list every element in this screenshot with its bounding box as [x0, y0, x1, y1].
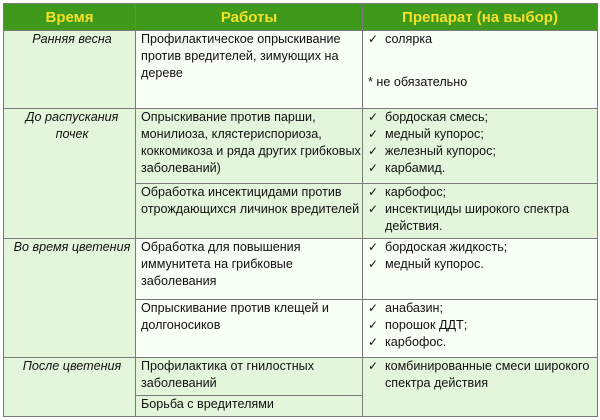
- list-item: ✓ карбамид.: [368, 160, 446, 175]
- check-icon: ✓: [368, 126, 379, 141]
- time-cell: Ранняя весна: [4, 31, 136, 108]
- treatment-schedule-table: [3, 3, 598, 417]
- check-icon: ✓: [368, 301, 379, 316]
- list-item: ✓ анабазин;: [368, 301, 444, 316]
- preparation-cell: [363, 358, 598, 417]
- list-item: ✓ медный купорос.: [368, 257, 484, 272]
- list-item: ✓ инсектициды широкого спектра действия.: [368, 201, 570, 233]
- work-cell: Обработка инсектицидами против отрождающихся личинок вредителей: [136, 183, 363, 239]
- preparation-cell: [363, 108, 598, 183]
- check-icon: ✓: [368, 201, 379, 216]
- note-text: * не обязательно: [368, 75, 468, 90]
- time-cell: Во время цветения: [4, 239, 136, 358]
- preparation-cell: [363, 239, 598, 300]
- check-icon: ✓: [368, 335, 379, 350]
- work-cell: Борьба с вредителями: [136, 395, 363, 416]
- header-preparation: Препарат (на выбор): [363, 4, 598, 31]
- check-icon: ✓: [368, 160, 379, 175]
- check-icon: ✓: [368, 240, 379, 255]
- table-row: [4, 358, 598, 396]
- preparation-list: [368, 358, 597, 392]
- check-icon: ✓: [368, 184, 379, 199]
- preparation-list: [368, 109, 597, 177]
- table-row: [4, 31, 598, 108]
- list-item: ✓ железный купорос;: [368, 143, 496, 158]
- work-cell: Обработка для повышения иммунитета на грибковые заболевания: [136, 239, 363, 300]
- header-works: Работы: [136, 4, 363, 31]
- preparation-list: [368, 300, 597, 351]
- preparation-cell: [363, 31, 598, 108]
- time-cell: После цветения: [4, 358, 136, 417]
- check-icon: ✓: [368, 109, 379, 124]
- check-icon: ✓: [368, 359, 379, 374]
- preparation-cell: [363, 300, 598, 358]
- preparation-cell: [363, 183, 598, 239]
- table-row: [4, 239, 598, 300]
- header-time: Время: [4, 4, 136, 31]
- check-icon: ✓: [368, 143, 379, 158]
- list-item: ✓ бордоская жидкость;: [368, 240, 508, 255]
- list-item: ✓ комбинированные смеси широкого спектра действия: [368, 359, 590, 391]
- work-cell: Опрыскивание против парши, монилиоза, клястериспориоза, коккомикоза и ряда других грибковых заболеваний): [136, 108, 363, 183]
- check-icon: ✓: [368, 32, 379, 47]
- list-item: ✓ порошок ДДТ;: [368, 318, 468, 333]
- list-item: ✓ карбофос;: [368, 184, 447, 199]
- work-cell: Опрыскивание против клещей и долгоносиков: [136, 300, 363, 358]
- list-item: ✓ бордоская смесь;: [368, 109, 489, 124]
- check-icon: ✓: [368, 318, 379, 333]
- list-item: ✓ солярка: [368, 32, 433, 47]
- list-item: ✓ медный купорос;: [368, 126, 484, 141]
- work-cell: Профилактическое опрыскивание против вредителей, зимующих на дереве: [136, 31, 363, 108]
- check-icon: ✓: [368, 257, 379, 272]
- preparation-list: [368, 239, 597, 273]
- work-cell: Профилактика от гнилостных заболеваний: [136, 358, 363, 396]
- time-cell: До распускания почек: [4, 108, 136, 239]
- preparation-list: [368, 31, 597, 48]
- table-row: [4, 108, 598, 183]
- list-item: ✓ карбофос.: [368, 335, 447, 350]
- preparation-list: [368, 184, 597, 235]
- header-row: [4, 4, 598, 31]
